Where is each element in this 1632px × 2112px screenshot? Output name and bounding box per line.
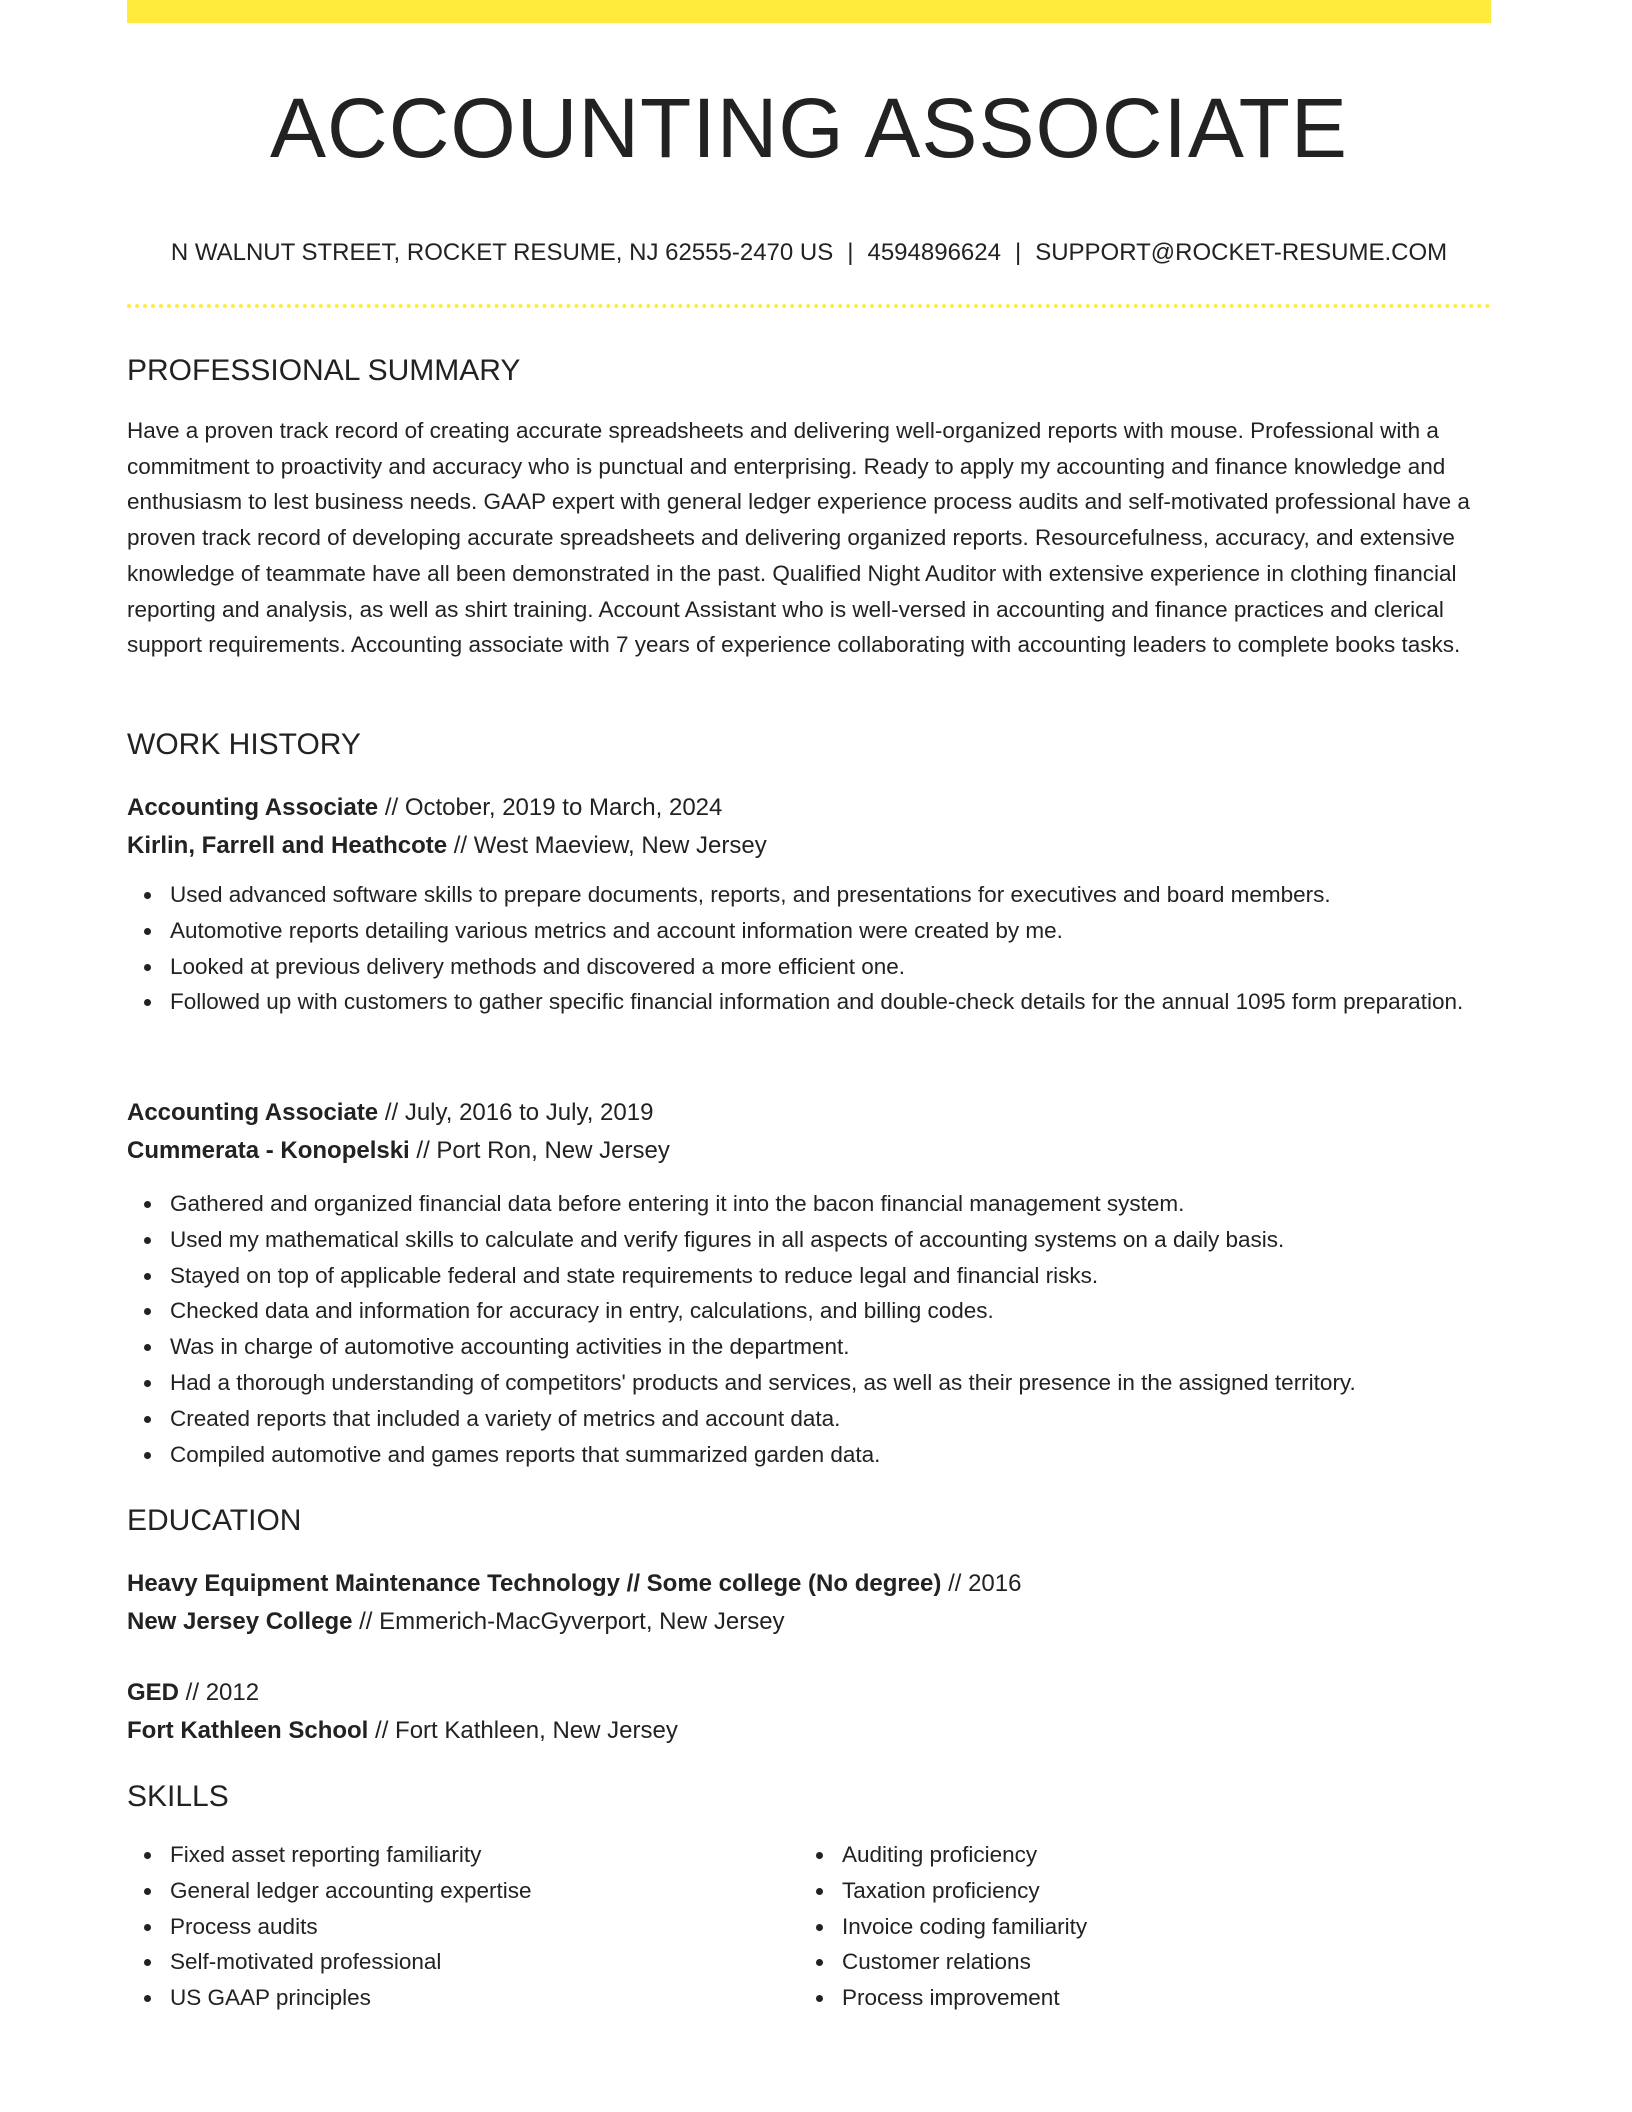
separator: | <box>847 239 854 266</box>
summary-heading: PROFESSIONAL SUMMARY <box>127 354 521 387</box>
list-item: Invoice coding familiarity <box>842 1909 1087 1945</box>
phone-text: 4594896624 <box>867 239 1001 266</box>
education-degree-line <box>127 1674 1491 1712</box>
list-item: Self-motivated professional <box>170 1944 531 1980</box>
education-location: // Emmerich-MacGyverport, New Jersey <box>352 1608 785 1635</box>
job-role-line <box>127 789 1491 827</box>
job-role-line <box>127 1094 1491 1132</box>
contact-line <box>127 236 1491 270</box>
education-year: // 2016 <box>941 1570 1022 1597</box>
list-item: Compiled automotive and games reports that summarized garden data. <box>170 1437 1491 1473</box>
list-item: Followed up with customers to gather specific financial information and double-check details for the annual 1095 form preparation. <box>170 984 1491 1020</box>
list-item: Taxation proficiency <box>842 1873 1087 1909</box>
list-item: Automotive reports detailing various metrics and account information were created by me. <box>170 913 1491 949</box>
list-item: Created reports that included a variety of metrics and account data. <box>170 1401 1491 1437</box>
list-item: Customer relations <box>842 1944 1087 1980</box>
top-accent-bar <box>127 0 1491 23</box>
job-entry <box>127 1094 1491 1472</box>
job-bullets <box>127 1186 1491 1472</box>
job-role: Accounting Associate <box>127 794 379 821</box>
skills-column-left <box>127 1837 531 2016</box>
job-company-line <box>127 827 1491 865</box>
job-location: // Port Ron, New Jersey <box>409 1137 670 1164</box>
list-item: Had a thorough understanding of competitors' products and services, as well as their presence in the assigned territory. <box>170 1365 1491 1401</box>
list-item: Looked at previous delivery methods and discovered a more efficient one. <box>170 949 1491 985</box>
education-school-line <box>127 1603 1491 1641</box>
list-item: General ledger accounting expertise <box>170 1873 531 1909</box>
list-item: Checked data and information for accuracy in entry, calculations, and billing codes. <box>170 1293 1491 1329</box>
job-company: Kirlin, Farrell and Heathcote <box>127 832 448 859</box>
email-text: SUPPORT@ROCKET-RESUME.COM <box>1035 239 1448 266</box>
list-item: Fixed asset reporting familiarity <box>170 1837 531 1873</box>
list-item: Stayed on top of applicable federal and state requirements to reduce legal and financial risks. <box>170 1258 1491 1294</box>
job-company-line <box>127 1132 1491 1170</box>
job-location: // West Maeview, New Jersey <box>447 832 767 859</box>
skills-list <box>127 1837 531 2016</box>
education-entry <box>127 1674 1491 1750</box>
job-role: Accounting Associate <box>127 1099 379 1126</box>
list-item: Process audits <box>170 1909 531 1945</box>
education-degree: Heavy Equipment Maintenance Technology // Some college (No degree) <box>127 1570 942 1597</box>
dotted-divider <box>127 304 1491 308</box>
summary-text: Have a proven track record of creating accurate spreadsheets and delivering well-organized reports with mouse. Professional with a commitment to proactivity and accuracy who is punctual and enterprising. Ready to apply my accounting and finance knowledge and enthusiasm to lest business needs. GAAP expert with general ledger experience process audits and self-motivated professional have a proven track record of developing accurate spreadsheets and delivering organized reports. Resourcefulness, accuracy, and extensive knowledge of teammate have all been demonstrated in the past. Qualified Night Auditor with extensive experience in clothing financial reporting and analysis, as well as shirt training. Account Assistant who is well-versed in accounting and finance practices and clerical support requirements. Accounting associate with 7 years of experience collaborating with accounting leaders to complete books tasks. <box>127 418 1470 658</box>
job-dates: // July, 2016 to July, 2019 <box>378 1099 654 1126</box>
education-degree: GED <box>127 1679 180 1706</box>
education-school: New Jersey College <box>127 1608 353 1635</box>
education-year: // 2012 <box>179 1679 260 1706</box>
list-item: Used my mathematical skills to calculate and verify figures in all aspects of accounting systems on a daily basis. <box>170 1222 1491 1258</box>
skills-column-right <box>799 1837 1087 2016</box>
separator: | <box>1014 239 1022 266</box>
work-history-heading: WORK HISTORY <box>127 728 361 761</box>
job-dates: // October, 2019 to March, 2024 <box>378 794 723 821</box>
list-item: Was in charge of automotive accounting activities in the department. <box>170 1329 1491 1365</box>
education-heading: EDUCATION <box>127 1504 302 1537</box>
resume-title: ACCOUNTING ASSOCIATE <box>270 81 1348 175</box>
skills-list <box>799 1837 1087 2016</box>
education-school-line <box>127 1712 1491 1750</box>
list-item: Gathered and organized financial data before entering it into the bacon financial management system. <box>170 1186 1491 1222</box>
job-entry <box>127 789 1491 1020</box>
job-bullets <box>127 877 1491 1020</box>
job-company: Cummerata - Konopelski <box>127 1137 410 1164</box>
list-item: US GAAP principles <box>170 1980 531 2016</box>
education-location: // Fort Kathleen, New Jersey <box>368 1717 678 1744</box>
list-item: Auditing proficiency <box>842 1837 1087 1873</box>
education-entry <box>127 1565 1491 1641</box>
list-item: Process improvement <box>842 1980 1087 2016</box>
education-degree-line <box>127 1565 1491 1603</box>
list-item: Used advanced software skills to prepare documents, reports, and presentations for executives and board members. <box>170 877 1491 913</box>
skills-heading: SKILLS <box>127 1780 229 1813</box>
address-text: N WALNUT STREET, ROCKET RESUME, NJ 62555-2470 US <box>170 239 834 266</box>
education-school: Fort Kathleen School <box>127 1717 369 1744</box>
